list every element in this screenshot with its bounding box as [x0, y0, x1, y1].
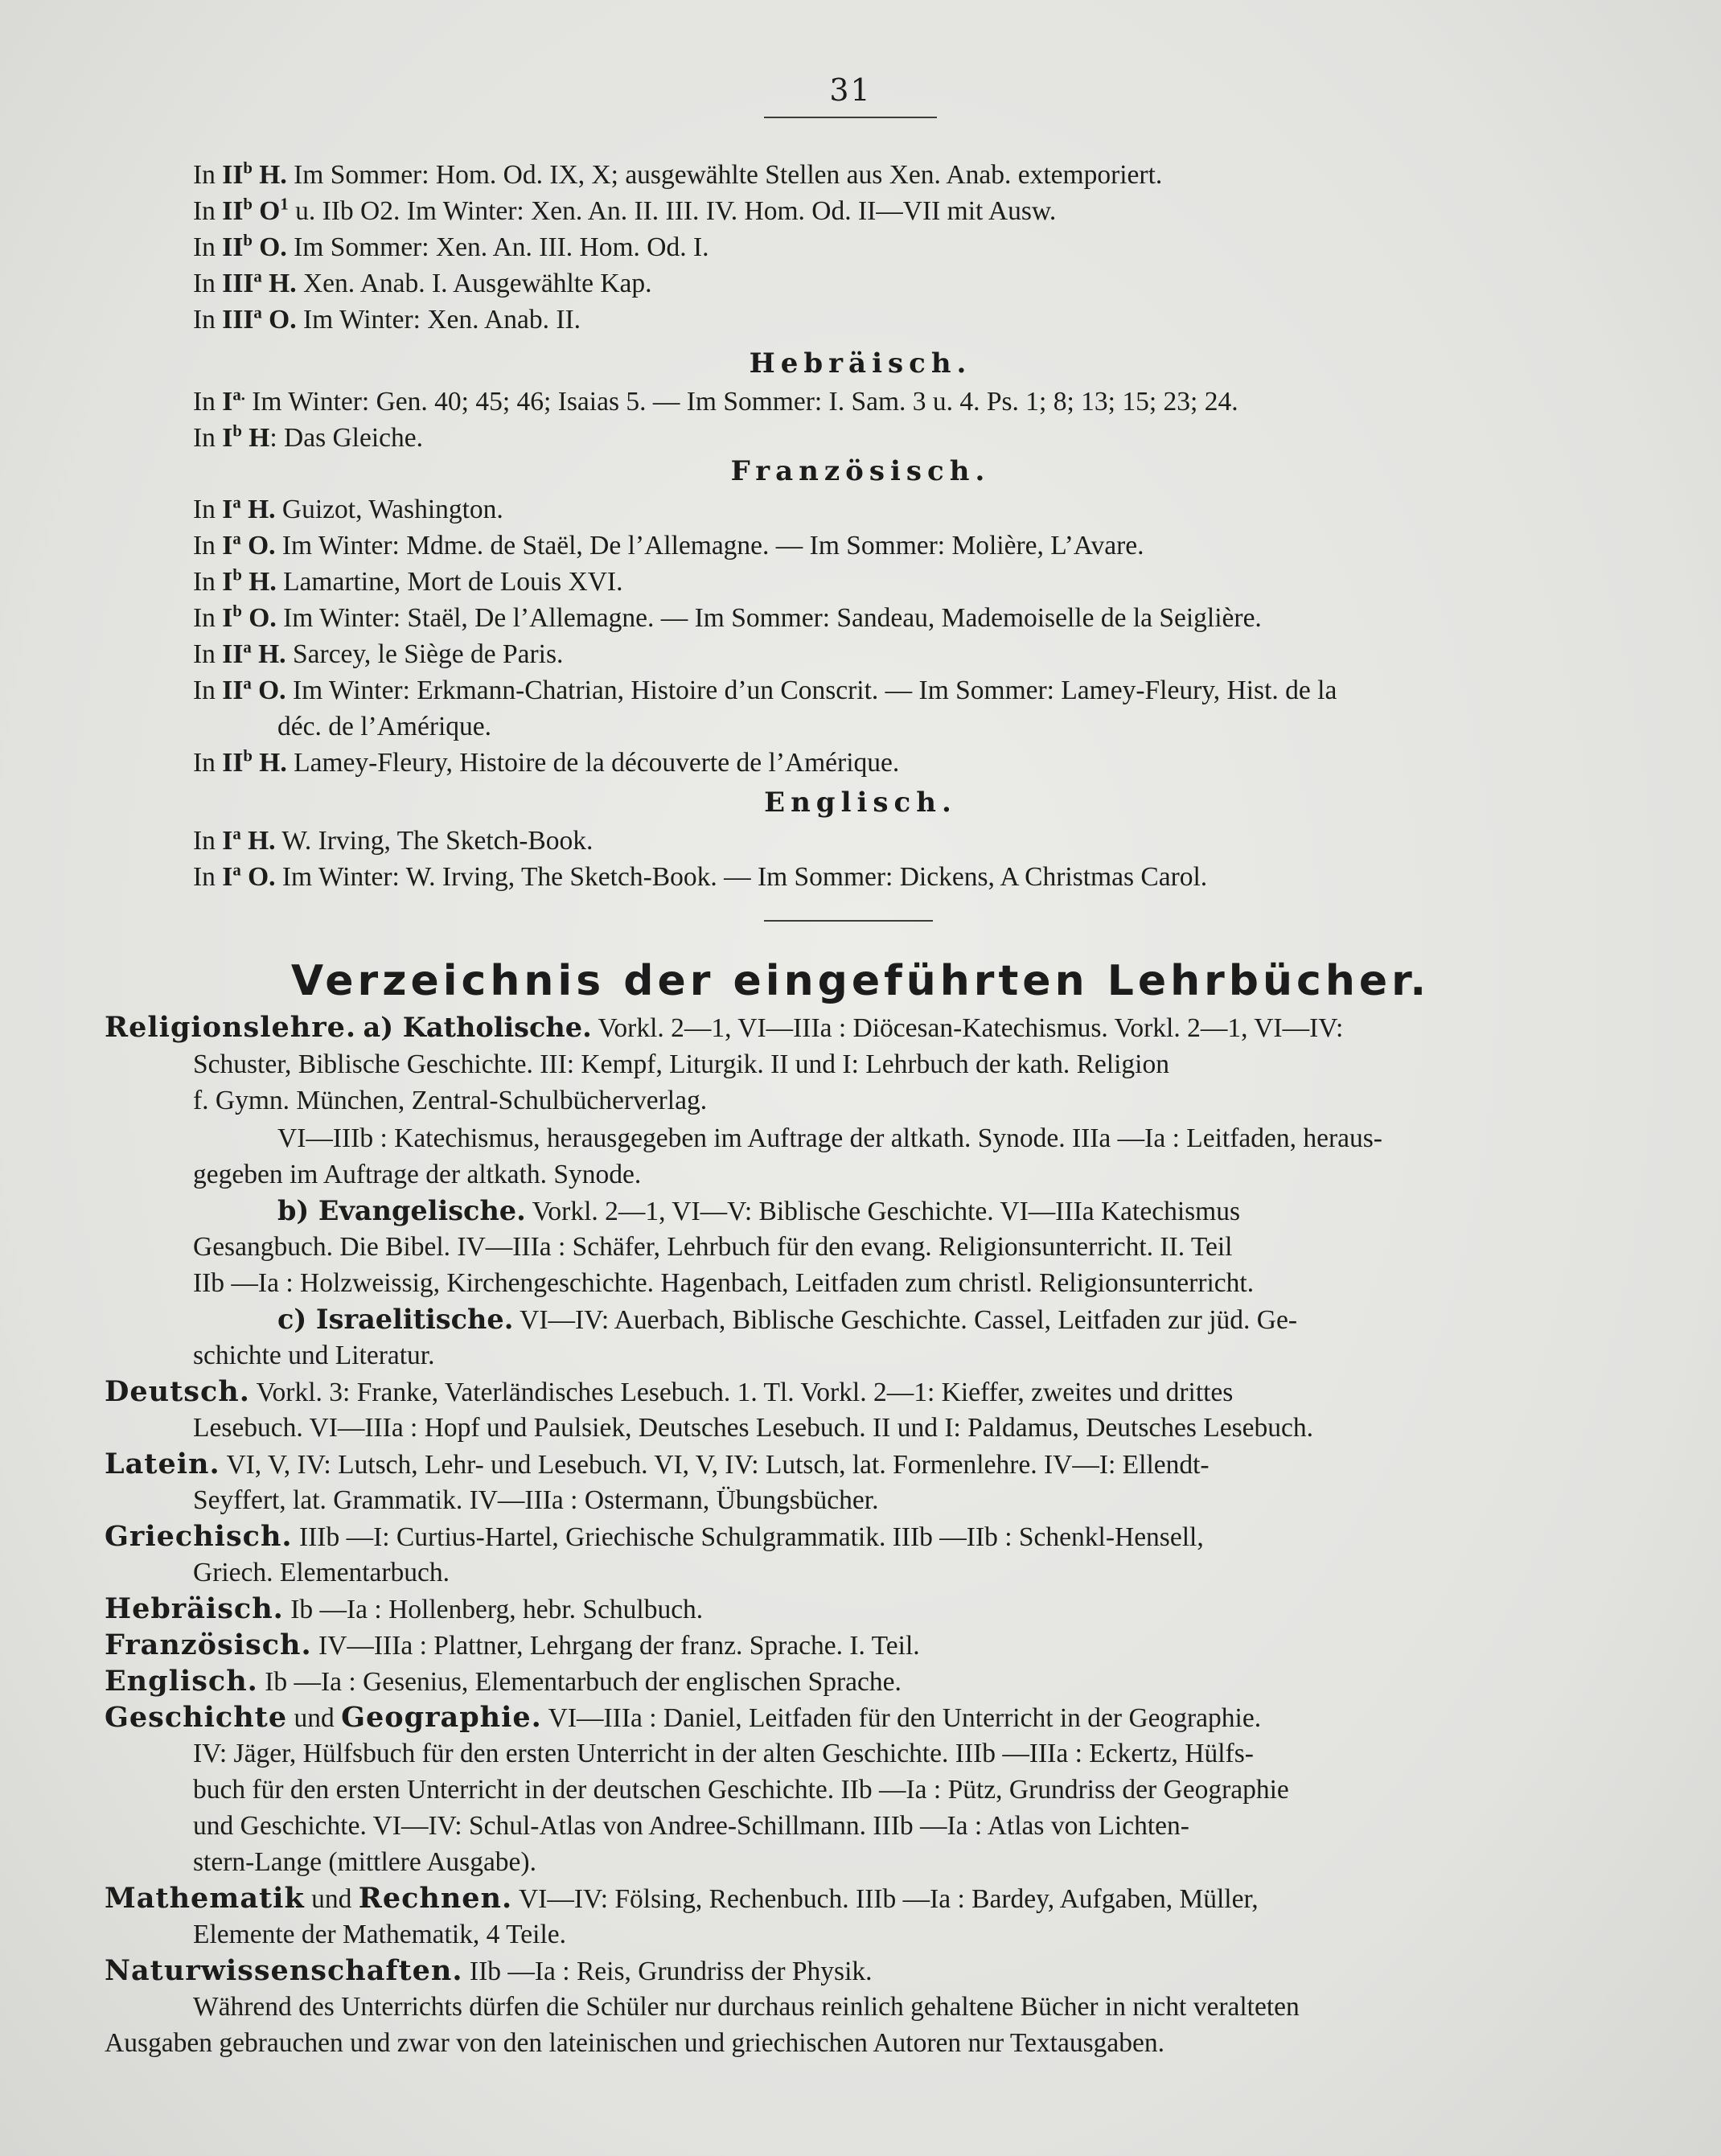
book-entry: Latein. VI, V, IV: Lutsch, Lehr- und Lesebuch. VI, V, IV: Lutsch, lat. Formenlehre. IV—I: Ellendt- [105, 1448, 1210, 1480]
book-entry: Geschichte und Geographie. VI—IIIa : Daniel, Leitfaden für den Unterricht in der Geographie. [105, 1701, 1262, 1734]
book-entry-line: gegeben im Auftrage der altkath. Synode. [193, 1160, 642, 1189]
book-entry-line: buch für den ersten Unterricht in der deutschen Geschichte. IIb —Ia : Pütz, Grundriss der Geographie [193, 1775, 1289, 1805]
reading-line: In III$^a$ O. Im Winter: Xen. Anab. II. [193, 303, 581, 335]
reading-line: In $I^a$ H. Guizot, Washington. [193, 493, 503, 524]
reading-line: In $I^b$ O. Im Winter: Staël, De l’Allemagne. — Im Sommer: Sandeau, Mademoiselle de la Seiglière. [193, 602, 1262, 633]
book-entry-line: Elemente der Mathematik, 4 Teile. [193, 1920, 567, 1949]
book-entry-line: Griech. Elementarbuch. [193, 1558, 450, 1587]
reading-line: In $II^b$ H. Lamey-Fleury, Histoire de la découverte de l’Amérique. [193, 746, 900, 778]
book-entry-line: IIb —Ia : Holzweissig, Kirchengeschichte. Hagenbach, Leitfaden zum christl. Religionsunterricht. [193, 1268, 1255, 1298]
book-entry: Religionslehre. a) Katholische. Vorkl. 2—1, VI—IIIa : Diöcesan-Katechismus. Vorkl. 2—1, VI—IV: [105, 1011, 1344, 1044]
header-rule [764, 117, 937, 118]
book-entry-line: stern-Lange (mittlere Ausgabe). [193, 1847, 536, 1877]
book-entry-line: und Geschichte. VI—IV: Schul-Atlas von Andree-Schillmann. IIIb —Ia : Atlas von Lichten- [193, 1811, 1189, 1841]
book-entry: Mathematik und Rechnen. VI—IV: Fölsing, Rechenbuch. IIIb —Ia : Bardey, Aufgaben, Müller, [105, 1882, 1259, 1915]
section-heading-englisch: Englisch. [764, 786, 957, 819]
book-entry: Hebräisch. Ib —Ia : Hollenberg, hebr. Schulbuch. [105, 1592, 704, 1625]
book-entry-line: f. Gymn. München, Zentral-Schulbücherverlag. [193, 1086, 708, 1115]
reading-line: In $I^a$ O. Im Winter: W. Irving, The Sketch-Book. — Im Sommer: Dickens, A Christmas Carol. [193, 860, 1208, 892]
book-entry: Französisch. IV—IIIa : Plattner, Lehrgang der franz. Sprache. I. Teil. [105, 1628, 920, 1661]
reading-line: In $II^a$ H. Sarcey, le Siège de Paris. [193, 638, 564, 669]
reading-line: déc. de l’Amérique. [277, 712, 492, 741]
book-entry-line: Seyffert, lat. Grammatik. IV—IIIa : Ostermann, Übungsbücher. [193, 1485, 879, 1515]
reading-line: In $I^a$ H. W. Irving, The Sketch-Book. [193, 824, 594, 856]
page-number: 31 [829, 72, 872, 108]
book-entry: Naturwissenschaften. IIb —Ia : Reis, Grundriss der Physik. [105, 1954, 873, 1987]
section-rule [764, 920, 933, 922]
reading-line: In $II^a$ O. Im Winter: Erkmann-Chatrian, Histoire d’un Conscrit. — Im Sommer: Lamey-Fleury, Hist. de la [193, 674, 1337, 705]
book-entry-line: Schuster, Biblische Geschichte. III: Kempf, Liturgik. II und I: Lehrbuch der kath. Religion [193, 1049, 1169, 1079]
reading-line: In $I^b$ H. Lamartine, Mort de Louis XVI. [193, 565, 623, 597]
book-entry-line: IV: Jäger, Hülfsbuch für den ersten Unterricht in der alten Geschichte. IIIb —IIIa : Eckertz, Hülfs- [193, 1739, 1254, 1768]
page-title: Verzeichnis der eingeführten Lehrbücher. [290, 957, 1431, 1005]
book-entry: c) Israelitische. VI—IV: Auerbach, Biblische Geschichte. Cassel, Leitfaden zur jüd. Ge- [277, 1304, 1297, 1335]
reading-line: In $I^{a.}$ Im Winter: Gen. 40; 45; 46; Isaias 5. — Im Sommer: I. Sam. 3 u. 4. Ps. 1; 8; 13; 15; 23; 24. [193, 385, 1238, 417]
reading-line: In $II^b$ O. Im Sommer: Xen. An. III. Hom. Od. I. [193, 231, 709, 262]
book-entry: Englisch. Ib —Ia : Gesenius, Elementarbuch der englischen Sprache. [105, 1665, 902, 1698]
book-entry-line: Lesebuch. VI—IIIa : Hopf und Paulsiek, Deutsches Lesebuch. II und I: Paldamus, Deutsches Lesebuch. [193, 1413, 1313, 1443]
reading-line: In III$^a$ H. Xen. Anab. I. Ausgewählte Kap. [193, 267, 652, 298]
reading-line: In $I^a$ O. Im Winter: Mdme. de Staël, De l’Allemagne. — Im Sommer: Molière, L’Avare. [193, 529, 1144, 561]
reading-line: In $II^b$ $O^1$ u. IIb O2. Im Winter: Xen. An. II. III. IV. Hom. Od. II—VII mit Ausw. [193, 195, 1057, 226]
reading-line: In $II^b$ H. Im Sommer: Hom. Od. IX, X; ausgewählte Stellen aus Xen. Anab. extemporiert. [193, 158, 1163, 190]
note-line: Ausgaben gebrauchen und zwar von den lateinischen und griechischen Autoren nur Textausgaben. [105, 2028, 1164, 2058]
book-entry: b) Evangelische. Vorkl. 2—1, VI—V: Biblische Geschichte. VI—IIIa Katechismus [277, 1195, 1241, 1226]
book-entry-line: Gesangbuch. Die Bibel. IV—IIIa : Schäfer, Lehrbuch für den evang. Religionsunterricht. II. Teil [193, 1232, 1233, 1262]
book-entry: Griechisch. IIIb —I: Curtius-Hartel, Griechische Schulgrammatik. IIIb —IIb : Schenkl-Hensell, [105, 1520, 1204, 1553]
book-entry-line: VI—IIIb : Katechismus, herausgegeben im Auftrage der altkath. Synode. IIIa —Ia : Leitfaden, heraus- [277, 1123, 1382, 1153]
section-heading-hebraeisch: Hebräisch. [749, 347, 972, 380]
note-line: Während des Unterrichts dürfen die Schüler nur durchaus reinlich gehaltene Bücher in nicht veralteten [193, 1992, 1300, 2022]
reading-line: In $I^b$ H: Das Gleiche. [193, 421, 424, 453]
book-entry-line: schichte und Literatur. [193, 1341, 435, 1370]
section-heading-franzoesisch: Französisch. [730, 455, 991, 487]
book-entry: Deutsch. Vorkl. 3: Franke, Vaterländisches Lesebuch. 1. Tl. Vorkl. 2—1: Kieffer, zweites und drittes [105, 1375, 1234, 1408]
